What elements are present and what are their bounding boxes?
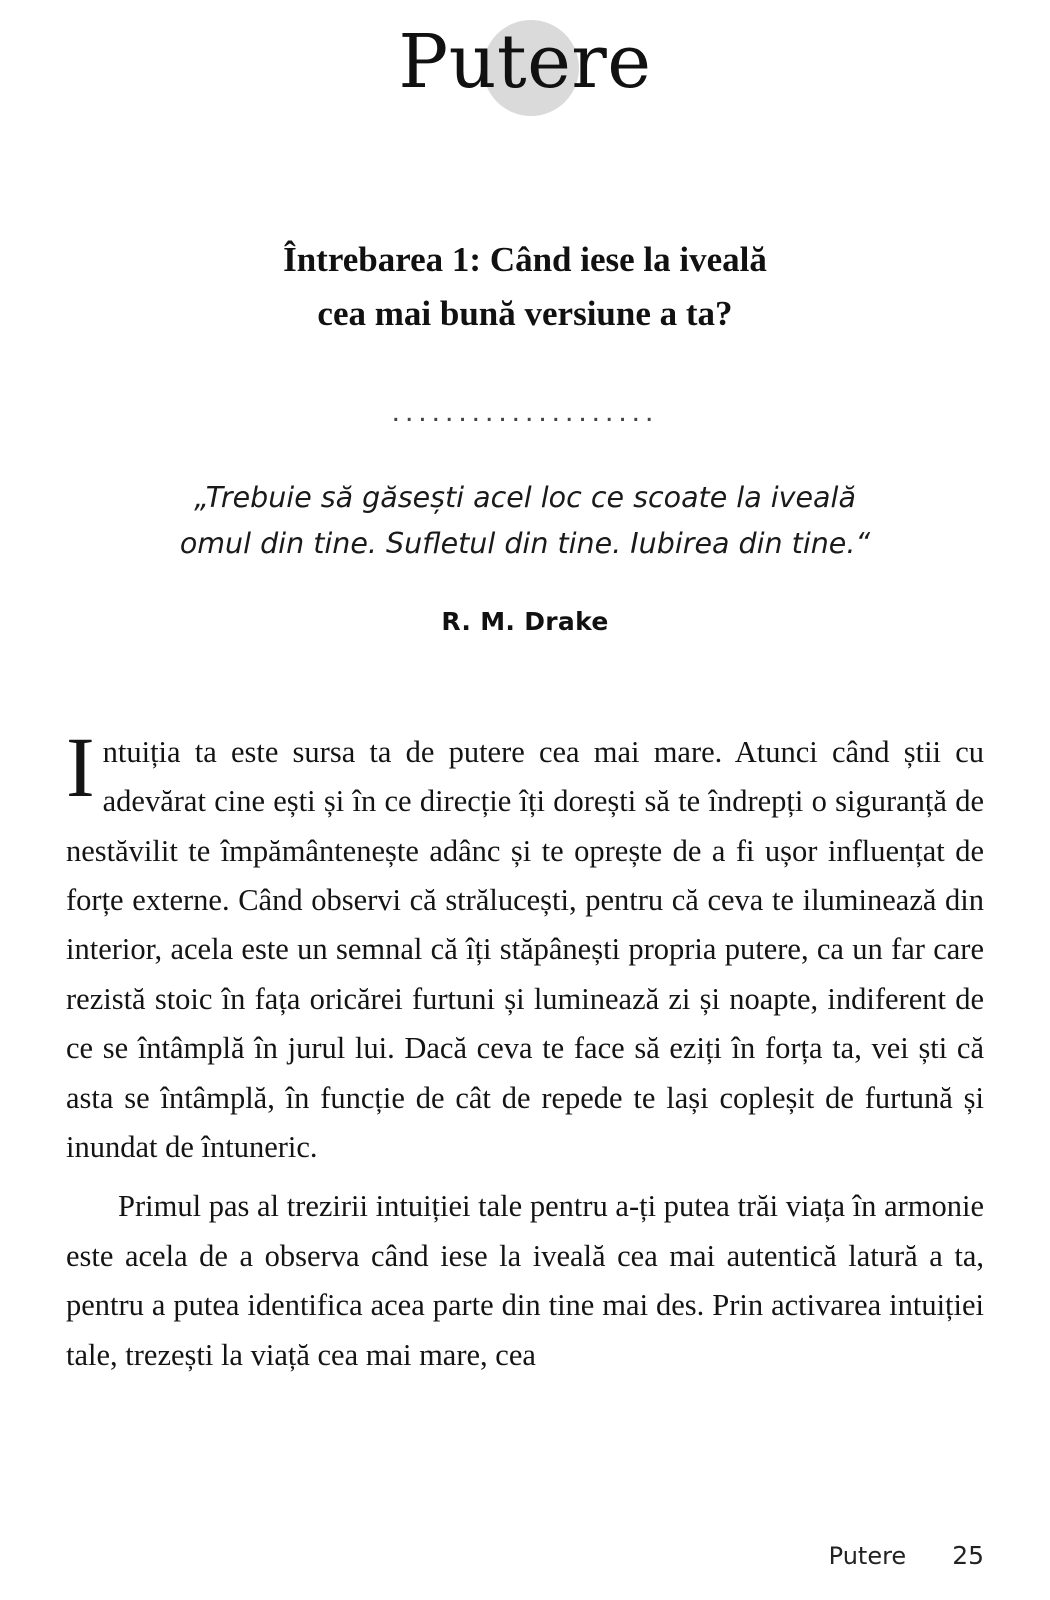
paragraph-text: ntuiția ta este sursa ta de putere cea mai mare. Atunci când știi cu adevărat cine ești și în ce direcție îți dorești să te îndrepți o siguranță de nestăvilit te împământenește adânc și te oprește de a fi ușor influențat de forțe externe. Când observi că strălucești, pentru că ceva te iluminează din interior, acela este un semnal că îți stăpânești propria putere, ca un far care rezistă stoic în fața oricărei furtuni și luminează zi și noapte, indiferent de ce se întâmplă în jurul lui. Dacă ceva te face să eziți în forța ta, vei ști că asta se întâmplă, în funcție de cât de repede te lași copleșit de furtună și inundat de întuneric. bbox=[66, 734, 984, 1165]
paragraph bbox=[66, 718, 984, 1173]
quote-author: R. M. Drake bbox=[441, 606, 609, 636]
body-copy bbox=[66, 718, 984, 1380]
paragraph: Primul pas al trezirii intuiției tale pentru a-ți putea trăi viața în armonie este acela de a observa când iese la iveală cea mai autentică latură a ta, pentru a putea identifica acea parte din tine mai des. Prin activarea intuiției tale, trezești la viață cea mai mare, cea bbox=[66, 1189, 984, 1372]
chapter-title: Putere bbox=[398, 19, 652, 105]
drop-cap: I bbox=[66, 718, 95, 815]
pull-quote-line-2: omul din tine. Sufletul din tine. Iubirea din tine.“ bbox=[179, 526, 871, 560]
pull-quote bbox=[66, 475, 984, 567]
page-footer bbox=[0, 1541, 1050, 1570]
dotted-separator: .................... bbox=[391, 394, 659, 428]
question-heading-line-2: cea mai bună versiune a ta? bbox=[317, 294, 733, 334]
question-heading bbox=[66, 233, 984, 342]
pull-quote-line-1: „Trebuie să găsești acel loc ce scoate la iveală bbox=[194, 480, 856, 514]
footer-book-title: Putere bbox=[828, 1542, 907, 1570]
question-heading-line-1: Întrebarea 1: Când iese la iveală bbox=[283, 240, 767, 279]
chapter-title-block bbox=[66, 0, 984, 138]
footer-page-number: 25 bbox=[952, 1541, 984, 1570]
